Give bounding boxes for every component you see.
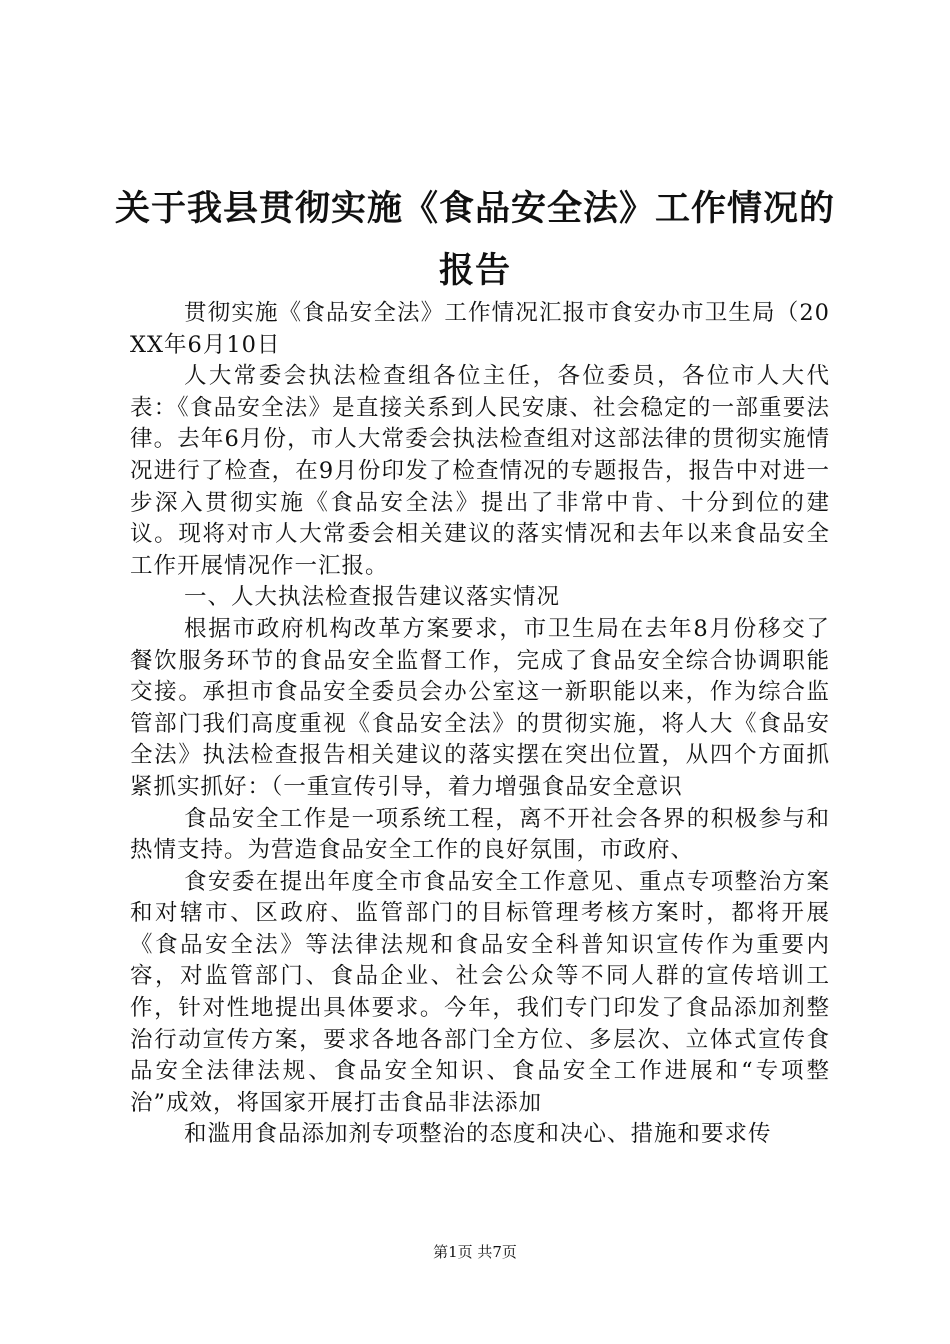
paragraph-address: 人大常委会执法检查组各位主任，各位委员，各位市人大代表：《食品安全法》是直接关系到人民安康、社会稳定的一部重要法律。去年6月份，市人大常委会执法检查组对这部法律的贯彻实施情况进行了检查，在9月份印发了检查情况的专题报告，报告中对进一步深入贯彻实施《食品安全法》提出了非常中肯、十分到位的建议。现将对市人大常委会相关建议的落实情况和去年以来食品安全工作开展情况作一汇报。 <box>130 363 830 579</box>
paragraph-body: 食品安全工作是一项系统工程，离不开社会各界的积极参与和热情支持。为营造食品安全工作的良好氛围，市政府、 <box>130 805 830 864</box>
document-body <box>130 298 830 1151</box>
paragraph-body: 和滥用食品添加剂专项整治的态度和决心、措施和要求传 <box>184 1121 772 1148</box>
page-number-footer: 第1页 共7页 <box>433 1243 517 1261</box>
paragraph-body: 根据市政府机构改革方案要求，市卫生局在去年8月份移交了餐饮服务环节的食品安全监督工作，完成了食品安全综合协调职能交接。承担市食品安全委员会办公室这一新职能以来，作为综合监管部门我们高度重视《食品安全法》的贯彻实施，将人大《食品安全法》执法检查报告相关建议的落实摆在突出位置，从四个方面抓紧抓实抓好：（一重宣传引导，着力增强食品安全意识 <box>130 615 830 800</box>
section-heading: 一、人大执法检查报告建议落实情况 <box>184 584 561 611</box>
paragraph-body: 食安委在提出年度全市食品安全工作意见、重点专项整治方案和对辖市、区政府、监管部门的目标管理考核方案时，都将开展《食品安全法》等法律法规和食品安全科普知识宣传作为重要内容，对监管部门、食品企业、社会公众等不同人群的宣传培训工作，针对性地提出具体要求。今年，我们专门印发了食品添加剂整治行动宣传方案，要求各地各部门全方位、多层次、立体式宣传食品安全法律法规、食品安全知识、食品安全工作进展和“专项整治”成效，将国家开展打击食品非法添加 <box>130 868 830 1116</box>
document-title: 关于我县贯彻实施《食品安全法》工作情况的报告 <box>114 189 835 291</box>
paragraph-subtitle: 贯彻实施《食品安全法》工作情况汇报市食安办市卫生局（20XX年6月10日 <box>130 300 830 358</box>
